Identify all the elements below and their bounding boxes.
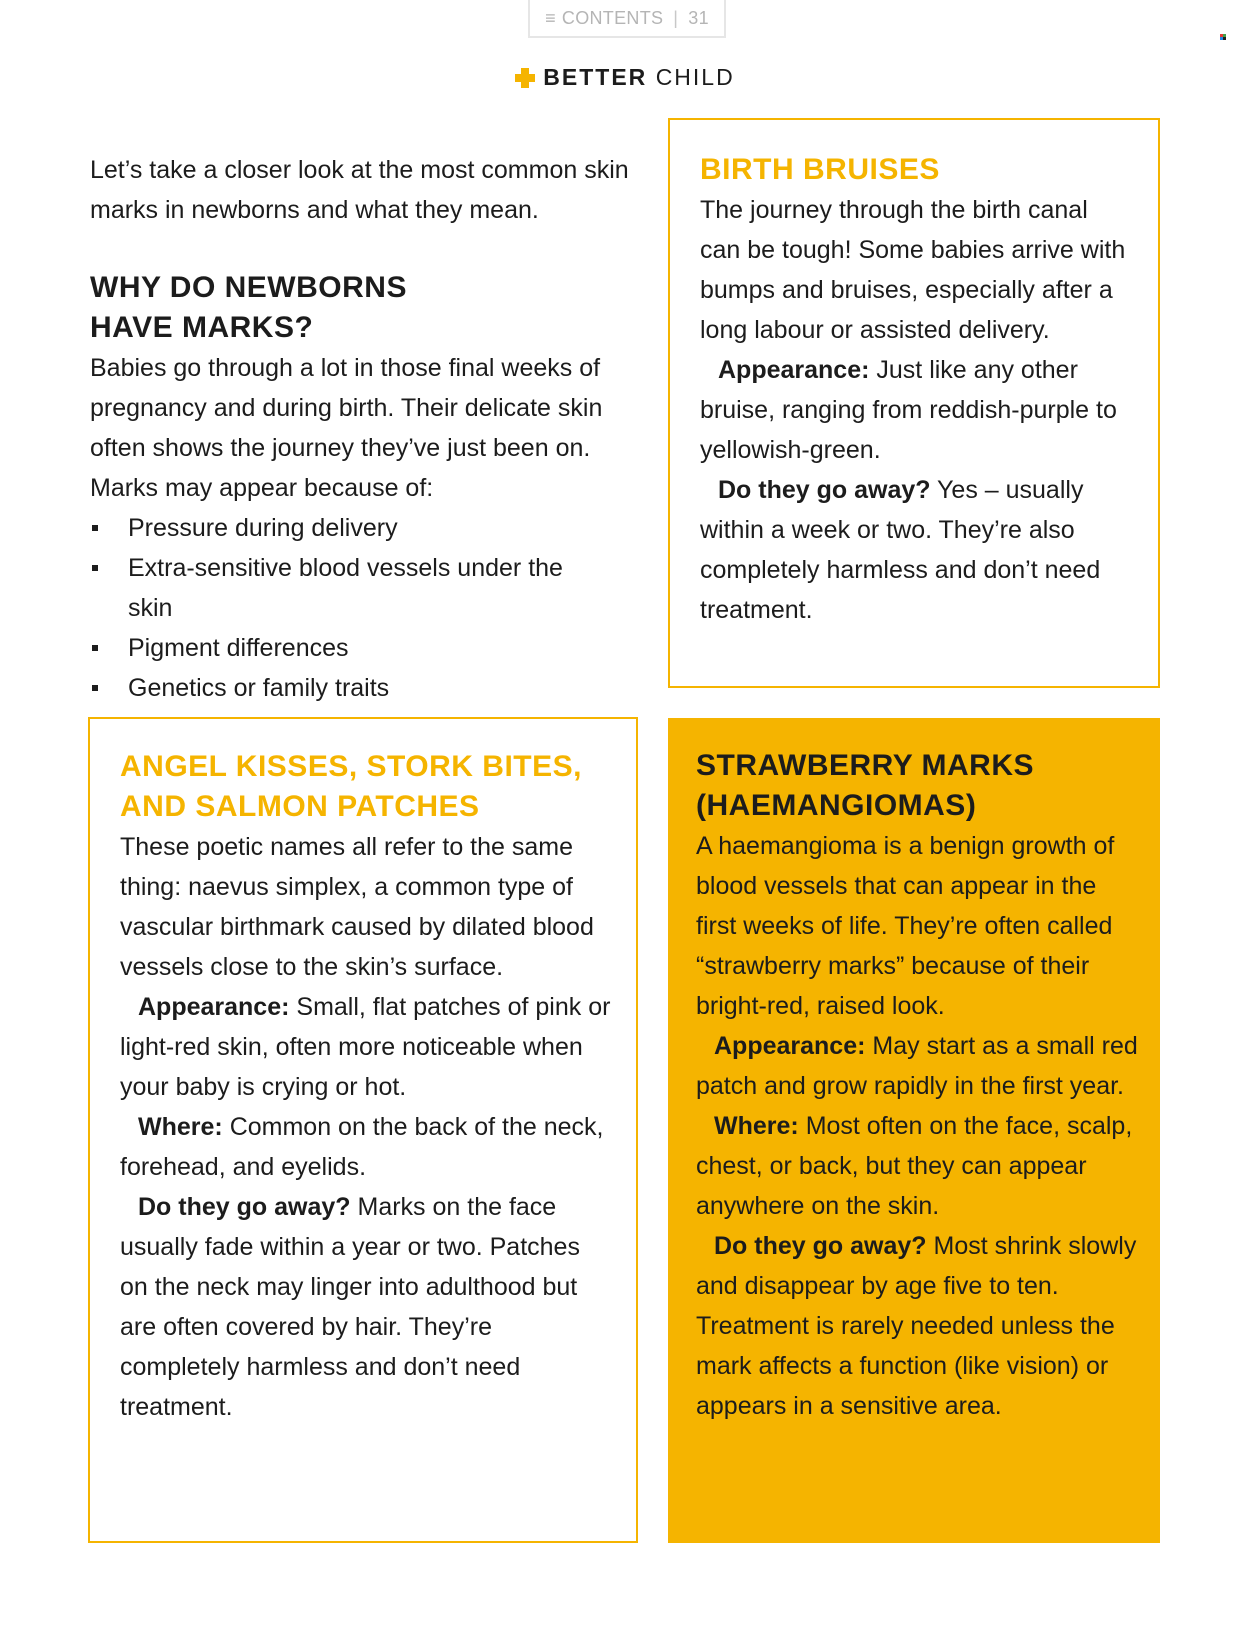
strawberry-marks-box	[668, 718, 1160, 1543]
bruises-intro: The journey through the birth canal can be tough! Some babies arrive with bumps and bruises, especially after a long labour or assisted delivery.	[700, 196, 1126, 344]
list-item: Pressure during delivery	[90, 508, 650, 548]
strawberry-go-away: Do they go away? Most shrink slowly and disappear by age five to ten. Treatment is rarely needed unless the mark affects a function (like vision) or appears in a sensitive area.	[696, 1232, 1137, 1420]
corner-color-mark-icon	[1220, 34, 1226, 40]
intro-text: Let’s take a closer look at the most common skin marks in newborns and what they mean.	[90, 156, 629, 224]
contents-label: CONTENTS	[561, 7, 664, 28]
plus-icon	[515, 68, 535, 88]
brand-name-light: CHILD	[655, 64, 735, 90]
list-item: Extra-sensitive blood vessels under the skin	[90, 548, 650, 628]
angel-kisses-box	[88, 717, 638, 1543]
brand-name-bold: BETTER	[543, 64, 648, 90]
angel-heading: ANGEL KISSES, STORK BITES, AND SALMON PATCHES	[120, 750, 582, 823]
why-heading: WHY DO NEWBORNS HAVE MARKS?	[90, 271, 407, 344]
reasons-list	[90, 508, 650, 708]
contents-button[interactable]	[528, 0, 726, 38]
strawberry-appearance: Appearance: May start as a small red patch and grow rapidly in the first year.	[696, 1032, 1138, 1100]
divider: |	[673, 7, 679, 28]
angel-where: Where: Common on the back of the neck, forehead, and eyelids.	[120, 1113, 604, 1181]
why-body: Babies go through a lot in those final weeks of pregnancy and during birth. Their delicate skin often shows the journey they’ve just been on. Marks may appear because of:	[90, 354, 603, 502]
brand-header	[0, 64, 1250, 91]
strawberry-heading: STRAWBERRY MARKS (HAEMANGIOMAS)	[696, 749, 1035, 822]
list-item: Genetics or family traits	[90, 668, 650, 708]
bruises-heading: BIRTH BRUISES	[700, 153, 940, 186]
angel-intro: These poetic names all refer to the same thing: naevus simplex, a common type of vascular birthmark caused by dilated blood vessels close to the skin’s surface.	[120, 833, 594, 981]
strawberry-intro: A haemangioma is a benign growth of blood vessels that can appear in the first weeks of life. They’re often called “strawberry marks” because of their bright-red, raised look.	[696, 832, 1115, 1020]
intro-text-block	[90, 150, 650, 230]
angel-go-away: Do they go away? Marks on the face usually fade within a year or two. Patches on the neck may linger into adulthood but are often covered by hair. They’re completely harmless and don’t need treatment.	[120, 1193, 580, 1421]
why-section	[90, 268, 650, 708]
list-item: Pigment differences	[90, 628, 650, 668]
birth-bruises-box	[668, 118, 1160, 688]
page-number: 31	[688, 7, 709, 28]
bruises-go-away: Do they go away? Yes – usually within a week or two. They’re also completely harmless and don’t need treatment.	[700, 476, 1101, 624]
bruises-appearance: Appearance: Just like any other bruise, ranging from reddish-purple to yellowish-green.	[700, 356, 1117, 464]
strawberry-where: Where: Most often on the face, scalp, chest, or back, but they can appear anywhere on the skin.	[696, 1112, 1133, 1220]
menu-icon: ≡	[545, 7, 556, 28]
angel-appearance: Appearance: Small, flat patches of pink or light-red skin, often more noticeable when your baby is crying or hot.	[120, 993, 611, 1101]
